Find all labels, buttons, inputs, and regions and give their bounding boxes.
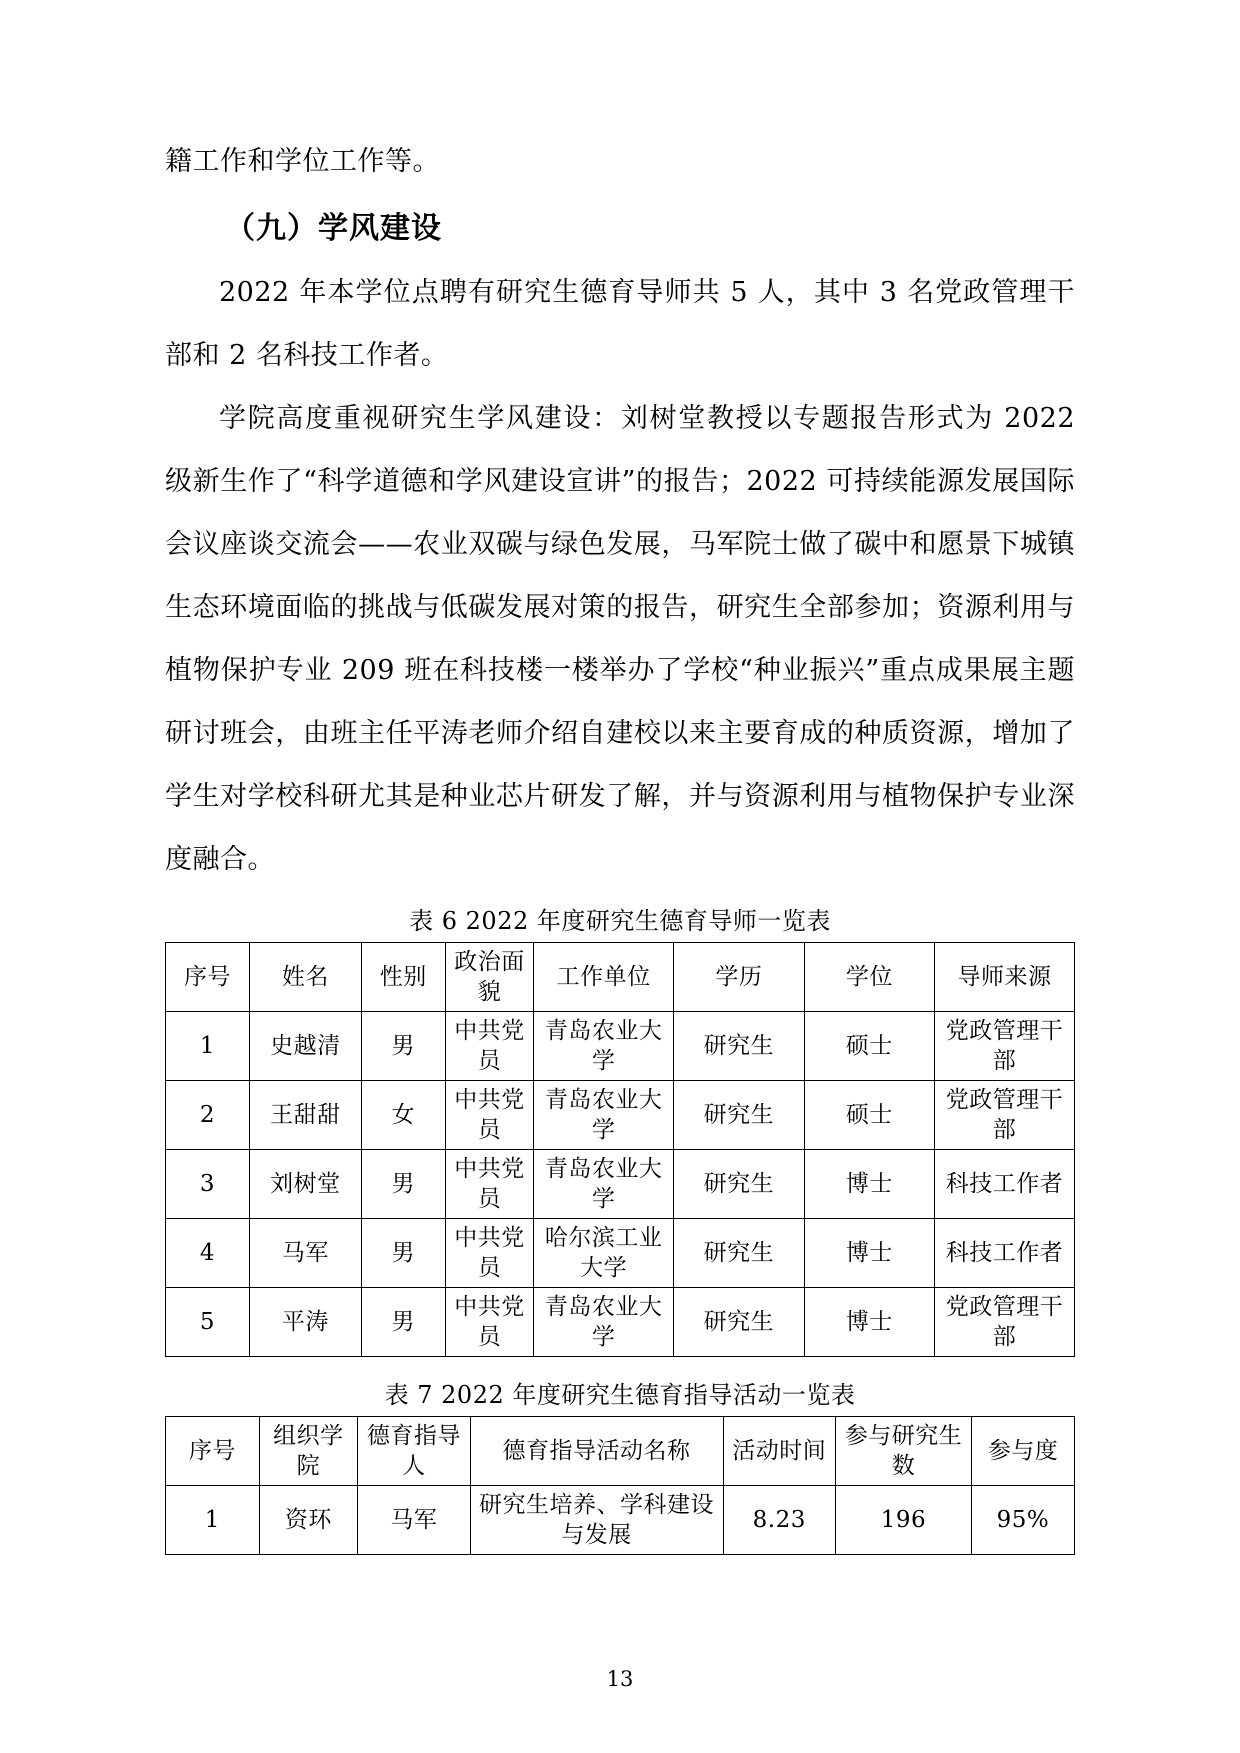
table7-cell: 196 [836,1486,972,1555]
table6-cell: 2 [166,1081,250,1150]
table6-cell: 中共党员 [445,1012,534,1081]
table6-cell: 男 [361,1288,445,1357]
table6-cell: 研究生 [674,1150,805,1219]
table7-cell: 1 [166,1486,260,1555]
table6-cell: 党政管理干部 [935,1081,1075,1150]
table-mentors [165,942,1075,1357]
table7-cell: 马军 [358,1486,470,1555]
table-row [166,1012,1075,1081]
table6-cell: 党政管理干部 [935,1012,1075,1081]
table6-cell: 青岛农业大学 [534,1081,674,1150]
table6-cell: 中共党员 [445,1150,534,1219]
table6-header-cell: 导师来源 [935,943,1075,1012]
table6-header-cell: 学历 [674,943,805,1012]
table7-cell: 95% [971,1486,1074,1555]
table6-cell: 研究生 [674,1012,805,1081]
table6-cell: 1 [166,1012,250,1081]
paragraph-mentors-count: 2022 年本学位点聘有研究生德育导师共 5 人，其中 3 名党政管理干部和 2 名科技工作者。 [165,277,1075,371]
table-row [166,1219,1075,1288]
table7-caption: 表 7 2022 年度研究生德育指导活动一览表 [384,1381,856,1409]
table6-cell: 科技工作者 [935,1150,1075,1219]
table6-cell: 男 [361,1150,445,1219]
table-row [166,1486,1075,1555]
table7-header-cell: 序号 [166,1417,260,1486]
table7-header-cell: 组织学院 [259,1417,357,1486]
table7-header-cell: 活动时间 [723,1417,835,1486]
table-row [166,1081,1075,1150]
paragraph-academic-atmosphere: 学院高度重视研究生学风建设：刘树堂教授以专题报告形式为 2022 级新生作了“科学道德和学风建设宣讲”的报告；2022 可持续能源发展国际会议座谈交流会——农业双碳与绿色发展，马军院士做了碳中和愿景下城镇生态环境面临的挑战与低碳发展对策的报告，研究生全部参加；资源利用与植物保护专业 209 班在科技楼一楼举办了学校“种业振兴”重点成果展主题研讨班会，由班主任平涛老师介绍自建校以来主要育成的种质资源，增加了学生对学校科研尤其是种业芯片研发了解，并与资源利用与植物保护专业深度融合。 [165,403,1075,875]
table6-cell: 4 [166,1219,250,1288]
table6-cell: 硕士 [804,1081,935,1150]
table-activities [165,1416,1075,1555]
table6-cell: 硕士 [804,1012,935,1081]
table6-cell: 中共党员 [445,1288,534,1357]
table7-cell: 8.23 [723,1486,835,1555]
table6-cell: 平涛 [249,1288,361,1357]
table6-header-cell: 序号 [166,943,250,1012]
table6-cell: 研究生 [674,1288,805,1357]
section-heading: （九）学风建设 [225,211,442,246]
table6-cell: 科技工作者 [935,1219,1075,1288]
table6-cell: 博士 [804,1150,935,1219]
table-header-row [166,943,1075,1012]
table6-cell: 哈尔滨工业大学 [534,1219,674,1288]
table7-header-cell: 参与研究生数 [836,1417,972,1486]
table6-caption: 表 6 2022 年度研究生德育导师一览表 [409,907,831,935]
table6-cell: 刘树堂 [249,1150,361,1219]
page-number: 13 [606,1667,634,1691]
table6-cell: 男 [361,1012,445,1081]
table-header-row [166,1417,1075,1486]
table7-cell: 研究生培养、学科建设与发展 [470,1486,723,1555]
paragraph-continuation: 籍工作和学位工作等。 [165,146,440,177]
table6-cell: 研究生 [674,1081,805,1150]
table6-header-cell: 工作单位 [534,943,674,1012]
table6-cell: 王甜甜 [249,1081,361,1150]
table6-cell: 研究生 [674,1219,805,1288]
table6-header-cell: 性别 [361,943,445,1012]
table6-header-cell: 政治面貌 [445,943,534,1012]
table6-cell: 博士 [804,1288,935,1357]
table6-cell: 5 [166,1288,250,1357]
table6-header-cell: 姓名 [249,943,361,1012]
table6-cell: 党政管理干部 [935,1288,1075,1357]
table6-cell: 中共党员 [445,1219,534,1288]
table6-cell: 男 [361,1219,445,1288]
table6-cell: 中共党员 [445,1081,534,1150]
table7-cell: 资环 [259,1486,357,1555]
table6-header-cell: 学位 [804,943,935,1012]
table6-cell: 3 [166,1150,250,1219]
table6-cell: 史越清 [249,1012,361,1081]
table6-cell: 女 [361,1081,445,1150]
table6-cell: 青岛农业大学 [534,1012,674,1081]
table7-header-cell: 参与度 [971,1417,1074,1486]
table6-cell: 青岛农业大学 [534,1288,674,1357]
table6-cell: 青岛农业大学 [534,1150,674,1219]
table-row [166,1150,1075,1219]
table6-cell: 博士 [804,1219,935,1288]
table6-cell: 马军 [249,1219,361,1288]
table-row [166,1288,1075,1357]
table7-header-cell: 德育指导活动名称 [470,1417,723,1486]
table7-header-cell: 德育指导人 [358,1417,470,1486]
